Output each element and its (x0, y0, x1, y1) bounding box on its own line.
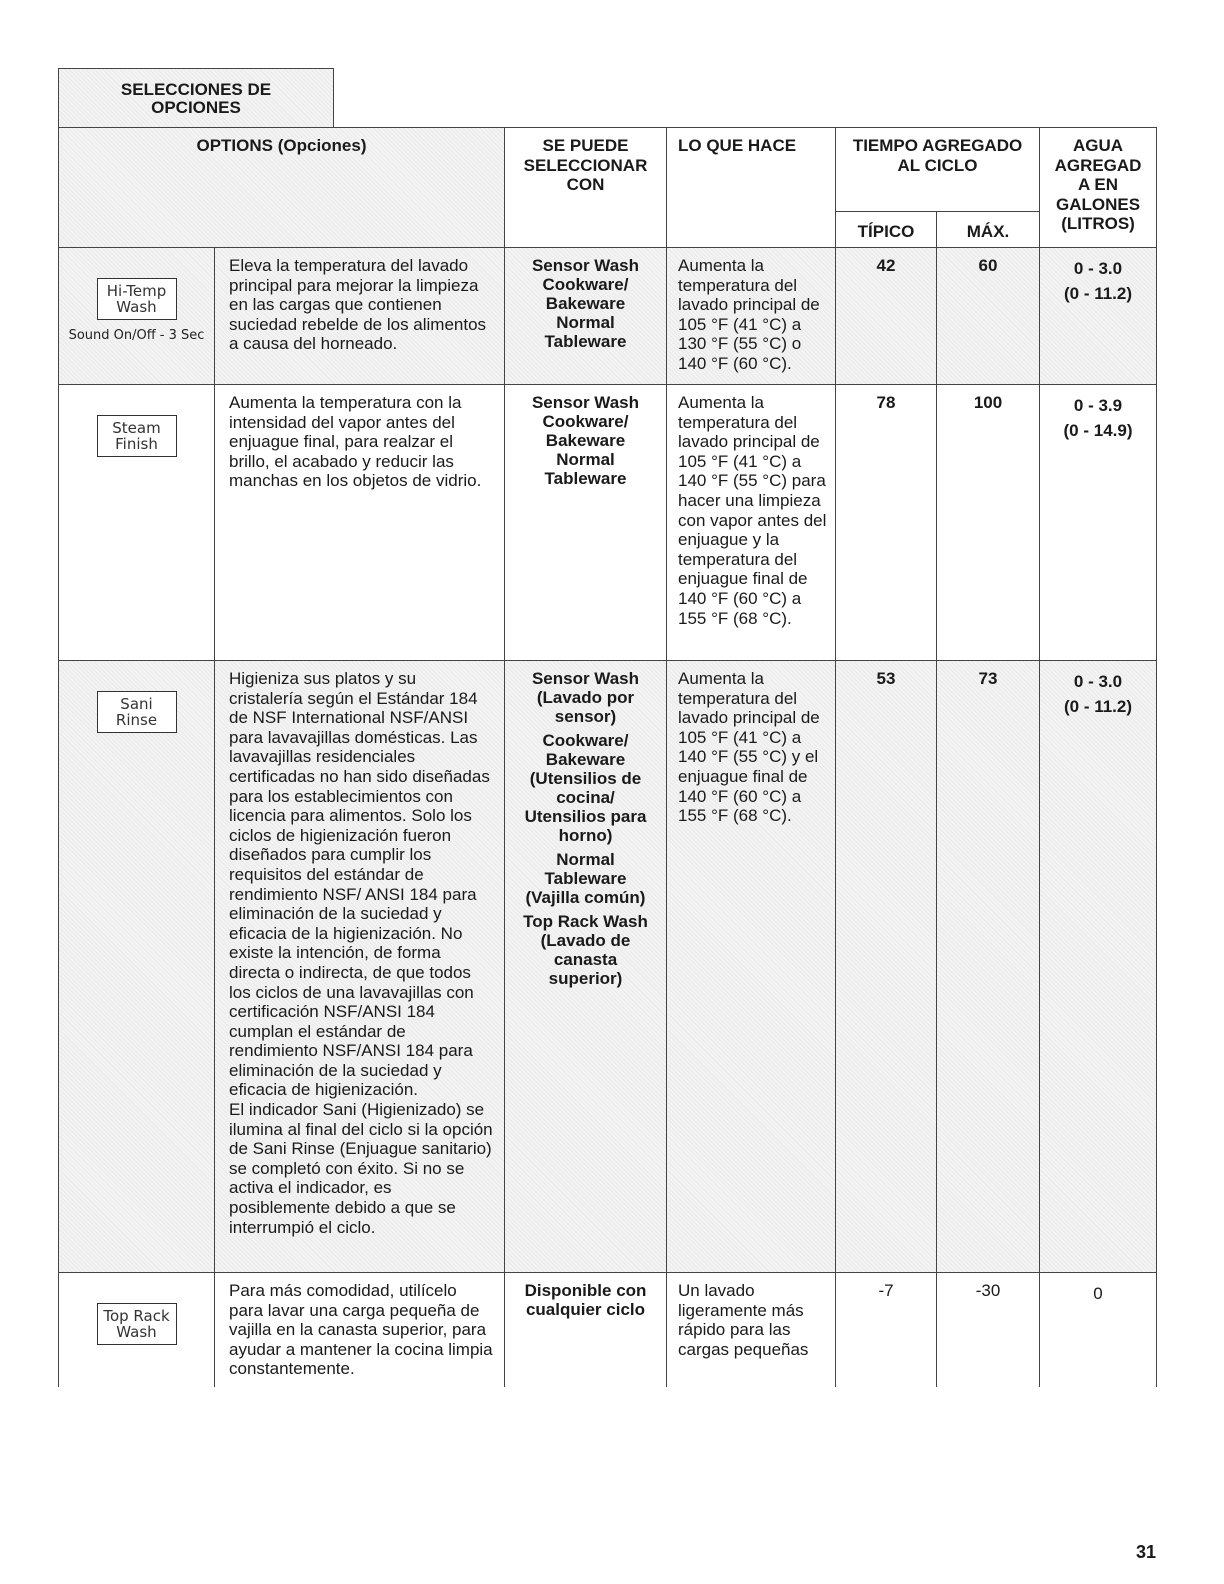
header-time-added (836, 128, 1040, 212)
selectable-line: Normal (556, 850, 615, 869)
table-row (59, 248, 1157, 385)
selectable-line: Normal (556, 450, 615, 469)
option-selectable (505, 248, 667, 385)
description-text: Higieniza sus platos y su cristalería según el Estándar 184 de NSF International NSF/ANSI para lavavajillas domésticas. Las lavavajillas residenciales certificadas no han sido diseñadas para los establecimientos con licencia para alimentos. Solo los ciclos de higienización fueron diseñados para cumplir los requisitos del estándar de rendimiento NSF/ ANSI 184 para eliminación de la suciedad y eficacia de la higienización. No existe la intención, de forma directa o indirecta, de que todos los ciclos de una lavavajillas con certificación NSF/ANSI 184 cumplan el estándar de rendimiento NSF/ANSI 184 para eliminación de la suciedad y eficacia de higienización. (229, 669, 490, 1100)
selectable-line: Disponible con (524, 1281, 647, 1300)
selectable-line: canasta (553, 950, 618, 969)
selectable-line: Sensor Wash (531, 256, 640, 275)
header-what-it-does (667, 128, 836, 248)
icon-label-line: Wash (116, 298, 157, 316)
header-typical-label: TÍPICO (857, 221, 915, 241)
header-water-line: AGREGAD (1054, 155, 1142, 175)
water-line: (0 - 11.2) (1063, 697, 1133, 716)
option-water (1040, 248, 1157, 385)
icon-label-line: Steam (112, 419, 161, 437)
selectable-line: (Utensilios de (529, 769, 642, 788)
table-row (59, 661, 1157, 1273)
options-table (58, 127, 1157, 1387)
header-options-label: OPTIONS (Opciones) (196, 136, 367, 155)
header-time-line: AL CICLO (897, 155, 978, 175)
selectable-line: Cookware/ (542, 731, 629, 750)
option-selectable (505, 1273, 667, 1387)
header-selectable-line: SELECCIONAR (523, 155, 648, 175)
option-description: Aumenta la temperatura con la intensidad del vapor antes del enjuague final, para realzar el brillo, el acabado y reducir las manchas en los objetos de vidrio. (215, 385, 505, 661)
steam-finish-button-icon (97, 415, 177, 457)
option-typical: 78 (836, 385, 937, 661)
option-max: 73 (937, 661, 1040, 1273)
header-max-label: MÁX. (966, 221, 1010, 241)
option-what-it-does: Aumenta la temperatura del lavado principal de 105 °F (41 °C) a 140 °F (55 °C) para hacer una limpieza con vapor antes del enjuague y la temperatura del enjuague final de 140 °F (60 °C) a 155 °F (68 °C). (667, 385, 836, 661)
icon-label-line: Rinse (115, 711, 158, 729)
selectable-line: (Vajilla común) (525, 888, 646, 907)
section-title-line: OPCIONES (151, 98, 241, 117)
header-selectable-line: SE PUEDE (542, 136, 629, 155)
selectable-line: Top Rack Wash (523, 912, 648, 931)
option-description (215, 661, 505, 1273)
selectable-line: Tableware (544, 469, 627, 488)
water-line: 0 - 3.0 (1073, 259, 1123, 278)
sound-note: Sound On/Off - 3 Sec (68, 328, 205, 343)
selectable-line: superior) (548, 969, 623, 988)
option-water (1040, 661, 1157, 1273)
option-what-it-does: Aumenta la temperatura del lavado principal de 105 °F (41 °C) a 140 °F (55 °C) y el enjuague final de 140 °F (60 °C) a 155 °F (68 °C). (667, 661, 836, 1273)
header-water-added (1040, 128, 1157, 248)
option-icon-cell (59, 661, 215, 1273)
water-line: 0 - 3.0 (1073, 672, 1123, 691)
header-selectable-with (505, 128, 667, 248)
header-water-line: GALONES (1055, 194, 1141, 214)
option-max: 100 (937, 385, 1040, 661)
water-line: 0 - 3.9 (1073, 396, 1123, 415)
selectable-line: cualquier ciclo (525, 1300, 646, 1319)
icon-label-line: Sani (120, 695, 153, 713)
water-line: 0 (1093, 1284, 1103, 1303)
option-typical: 53 (836, 661, 937, 1273)
selectable-line: Bakeware (545, 431, 626, 450)
selectable-line: Bakeware (545, 294, 626, 313)
section-title-tab (58, 68, 334, 128)
icon-label-line: Finish (115, 435, 158, 453)
selectable-line: (Lavado de (540, 931, 631, 950)
section-title-line: SELECCIONES DE (120, 80, 272, 99)
option-what-it-does: Un lavado ligeramente más rápido para las cargas pequeñas (667, 1273, 836, 1387)
header-what-it-does-label: LO QUE HACE (678, 136, 797, 155)
option-water (1040, 1273, 1157, 1387)
header-selectable-line: CON (566, 175, 605, 195)
icon-label-line: Top Rack (103, 1307, 170, 1325)
table-row (59, 1273, 1157, 1387)
option-typical: 42 (836, 248, 937, 385)
selectable-line: Normal (556, 313, 615, 332)
option-icon-cell (59, 385, 215, 661)
selectable-line: sensor) (554, 707, 617, 726)
option-selectable (505, 385, 667, 661)
header-max (937, 212, 1040, 248)
option-typical: -7 (836, 1273, 937, 1387)
header-water-line: A EN (1078, 175, 1119, 194)
header-typical (836, 212, 937, 248)
selectable-line: Utensilios para (524, 807, 647, 826)
top-rack-wash-button-icon (97, 1303, 177, 1345)
option-max: -30 (937, 1273, 1040, 1387)
selectable-line: cocina/ (556, 788, 615, 807)
selectable-line: (Lavado por (536, 688, 635, 707)
option-selectable (505, 661, 667, 1273)
header-options (59, 128, 505, 248)
header-water-line: AGUA (1072, 136, 1124, 155)
option-max: 60 (937, 248, 1040, 385)
option-icon-cell (59, 1273, 215, 1387)
selectable-line: Bakeware (545, 750, 626, 769)
header-water-line: (LITROS) (1061, 214, 1135, 233)
water-line: (0 - 14.9) (1063, 421, 1133, 440)
selectable-line: Cookware/ (542, 275, 629, 294)
description-extra: El indicador Sani (Higienizado) se ilumina al final del ciclo si la opción de Sani Rinse (Enjuague sanitario) se completó con éxito. Si no se activa el indicador, es posiblemente debido a que se interrumpió el ciclo. (229, 1100, 493, 1237)
option-icon-cell (59, 248, 215, 385)
selectable-line: Tableware (544, 332, 627, 351)
icon-label-line: Hi-Temp (106, 282, 167, 300)
page-number: 31 (1135, 1542, 1156, 1562)
hi-temp-wash-button-icon (97, 278, 177, 320)
icon-label-line: Wash (116, 1323, 157, 1341)
selectable-line: Sensor Wash (531, 669, 640, 688)
table-row (59, 385, 1157, 661)
option-what-it-does: Aumenta la temperatura del lavado principal de 105 °F (41 °C) a 130 °F (55 °C) o 140 °F (60 °C). (667, 248, 836, 385)
selectable-line: Tableware (544, 869, 627, 888)
option-description: Para más comodidad, utilícelo para lavar una carga pequeña de vajilla en la canasta superior, para ayudar a mantener la cocina limpia constantemente. (215, 1273, 505, 1387)
water-line: (0 - 11.2) (1063, 284, 1133, 303)
sani-rinse-button-icon (97, 691, 177, 733)
option-water (1040, 385, 1157, 661)
header-time-line: TIEMPO AGREGADO (852, 136, 1023, 155)
selectable-line: Sensor Wash (531, 393, 640, 412)
selectable-line: horno) (558, 826, 613, 845)
option-description: Eleva la temperatura del lavado principal para mejorar la limpieza en las cargas que contienen suciedad rebelde de los alimentos a causa del horneado. (215, 248, 505, 385)
selectable-line: Cookware/ (542, 412, 629, 431)
